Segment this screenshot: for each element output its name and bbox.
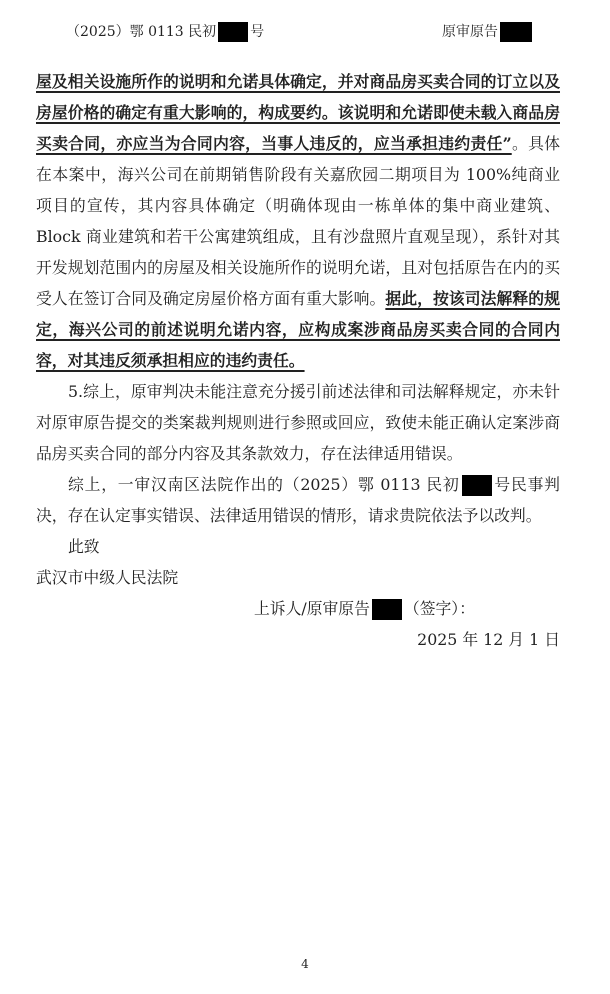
document-body <box>36 66 560 655</box>
redaction-block <box>218 22 248 42</box>
party-label: 原审原告 <box>442 24 498 40</box>
court-name: 武汉市中级人民法院 <box>36 568 179 587</box>
redaction-block <box>500 22 532 42</box>
case-number-suffix: 号 <box>250 24 265 40</box>
redaction-block <box>462 475 492 496</box>
signature-label: 上诉人/原审原告 <box>254 599 370 618</box>
paragraph-point-5: 5.综上，原审判决未能注意充分援引前述法律和司法解释规定，亦未针对原审原告提交的类案裁判规则进行参照或回应，致使未能正确认定案涉商品房买卖合同的部分内容及其条款效力，存在法律适用错误。 <box>36 382 560 463</box>
redaction-block <box>372 599 402 620</box>
paragraph-legal-interpretation <box>36 66 560 376</box>
emphasized-text: 屋及相关设施所作的说明和允诺具体确定，并对商品房买卖合同的订立以及房屋价格的确定有重大影响的，构成要约。该说明和允诺即使未载入商品房买卖合同，亦应当为合同内容，当事人违反的，应当承担违约责任” <box>36 72 560 153</box>
body-text: 综上，一审汉南区法院作出的（2025）鄂 0113 民初 <box>68 475 460 494</box>
document-date: 2025 年 12 月 1 日 <box>417 630 560 649</box>
case-number-prefix: （2025）鄂 0113 民初 <box>66 24 217 40</box>
body-text: 号民事判决，存在认定事实错误、法律适用错误的情形，请求贵院依法予以改判。 <box>36 475 560 525</box>
page-header <box>0 20 610 44</box>
party-name <box>442 20 534 44</box>
page-number: 4 <box>301 957 309 971</box>
signature-note: （签字）： <box>403 599 475 618</box>
paragraph-conclusion <box>36 469 560 531</box>
emphasized-text: 据此，按该司法解释的规定，海兴公司的前述说明允诺内容，应构成案涉商品房买卖合同的合同内容，对其违反须承担相应的违约责任。 <box>36 289 560 370</box>
signature-line <box>36 593 560 624</box>
case-number <box>66 20 264 44</box>
salutation: 此致 <box>68 537 100 556</box>
body-text: 。具体在本案中，海兴公司在前期销售阶段有关嘉欣园二期项目为 100%纯商业项目的宣传，其内容具体确定（明确体现由一栋单体的集中商业建筑、Block 商业建筑和若干公寓建筑组成，且有沙盘照片直观呈现），系针对其开发规划范围内的房屋及相关设施所作的说明允诺，且对包括原告在内的买受人在签订合同及确定房屋价格方面有重大影响。 <box>36 134 560 308</box>
